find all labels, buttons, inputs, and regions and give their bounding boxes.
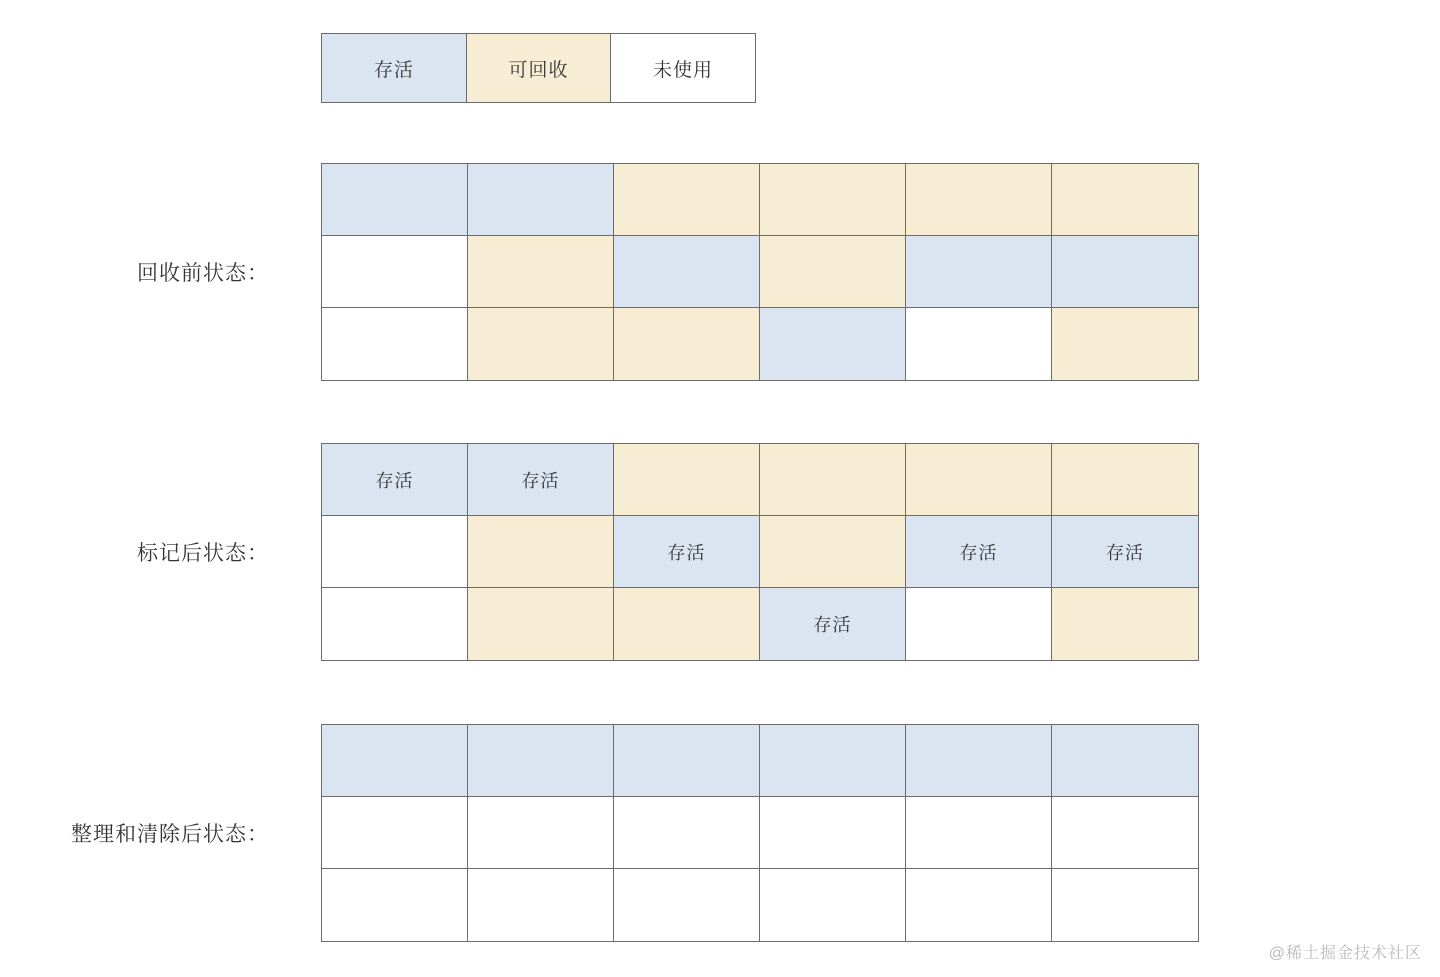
memory-cell — [468, 308, 614, 380]
memory-cell — [906, 444, 1052, 516]
memory-cell — [468, 444, 614, 516]
memory-cell — [614, 797, 760, 869]
memory-cell — [468, 164, 614, 236]
legend-item-garbage — [466, 33, 612, 103]
memory-cell — [906, 308, 1052, 380]
memory-cell — [322, 797, 468, 869]
memory-cell — [322, 308, 468, 380]
section-label-after-marking: 标记后状态： — [137, 542, 269, 565]
memory-cell — [468, 516, 614, 588]
memory-cell — [322, 444, 468, 516]
memory-cell — [760, 164, 906, 236]
memory-cell — [1052, 516, 1198, 588]
section-label-before-collection: 回收前状态： — [137, 262, 269, 285]
memory-cell — [906, 516, 1052, 588]
memory-grid-before-collection — [321, 163, 1199, 381]
memory-cell-label: 存活 — [667, 542, 706, 563]
diagram-section-after-compaction — [71, 724, 1199, 942]
memory-cell — [906, 869, 1052, 941]
memory-cell — [1052, 236, 1198, 308]
memory-cell — [906, 236, 1052, 308]
memory-cell-label: 存活 — [521, 470, 560, 491]
memory-cell — [468, 588, 614, 660]
memory-cell — [614, 516, 760, 588]
memory-cell — [1052, 869, 1198, 941]
memory-cell — [760, 516, 906, 588]
memory-cell — [322, 164, 468, 236]
memory-cell — [468, 725, 614, 797]
memory-cell — [760, 236, 906, 308]
memory-cell — [322, 725, 468, 797]
memory-cell — [760, 308, 906, 380]
memory-cell — [760, 869, 906, 941]
memory-cell-label: 存活 — [1106, 542, 1144, 563]
memory-cell — [468, 869, 614, 941]
memory-cell — [760, 797, 906, 869]
memory-cell — [760, 725, 906, 797]
memory-cell — [906, 797, 1052, 869]
memory-cell — [322, 588, 468, 660]
memory-cell — [322, 516, 468, 588]
watermark: @稀土掘金技术社区 — [1268, 945, 1422, 962]
memory-cell — [614, 444, 760, 516]
memory-cell — [468, 797, 614, 869]
memory-cell — [614, 308, 760, 380]
memory-cell — [1052, 797, 1198, 869]
memory-cell — [614, 164, 760, 236]
diagram-section-after-marking — [137, 443, 1199, 661]
memory-cell — [760, 444, 906, 516]
memory-cell — [614, 725, 760, 797]
diagram-section-before-collection — [137, 163, 1199, 381]
memory-cell — [614, 869, 760, 941]
memory-grid-after-marking — [321, 443, 1199, 661]
legend-item-live — [321, 33, 467, 103]
memory-cell — [906, 588, 1052, 660]
legend-item-label: 可回收 — [508, 59, 569, 81]
legend-item-unused — [610, 33, 756, 103]
memory-cell — [614, 236, 760, 308]
memory-grid-after-compaction — [321, 724, 1199, 942]
memory-cell-label: 存活 — [375, 470, 414, 491]
memory-cell — [760, 588, 906, 660]
memory-cell — [906, 164, 1052, 236]
memory-cell-label: 存活 — [959, 542, 998, 563]
memory-cell — [906, 725, 1052, 797]
memory-cell — [614, 588, 760, 660]
memory-cell-label: 存活 — [813, 615, 852, 635]
legend-item-label: 未使用 — [652, 59, 713, 81]
memory-cell — [1052, 725, 1198, 797]
memory-cell — [322, 869, 468, 941]
memory-cell — [1052, 588, 1198, 660]
section-label-after-compaction: 整理和清除后状态： — [71, 823, 269, 846]
memory-cell — [322, 236, 468, 308]
memory-cell — [1052, 308, 1198, 380]
memory-cell — [1052, 164, 1198, 236]
legend-item-label: 存活 — [373, 59, 414, 81]
memory-cell — [468, 236, 614, 308]
legend — [321, 33, 756, 103]
memory-cell — [1052, 444, 1198, 516]
